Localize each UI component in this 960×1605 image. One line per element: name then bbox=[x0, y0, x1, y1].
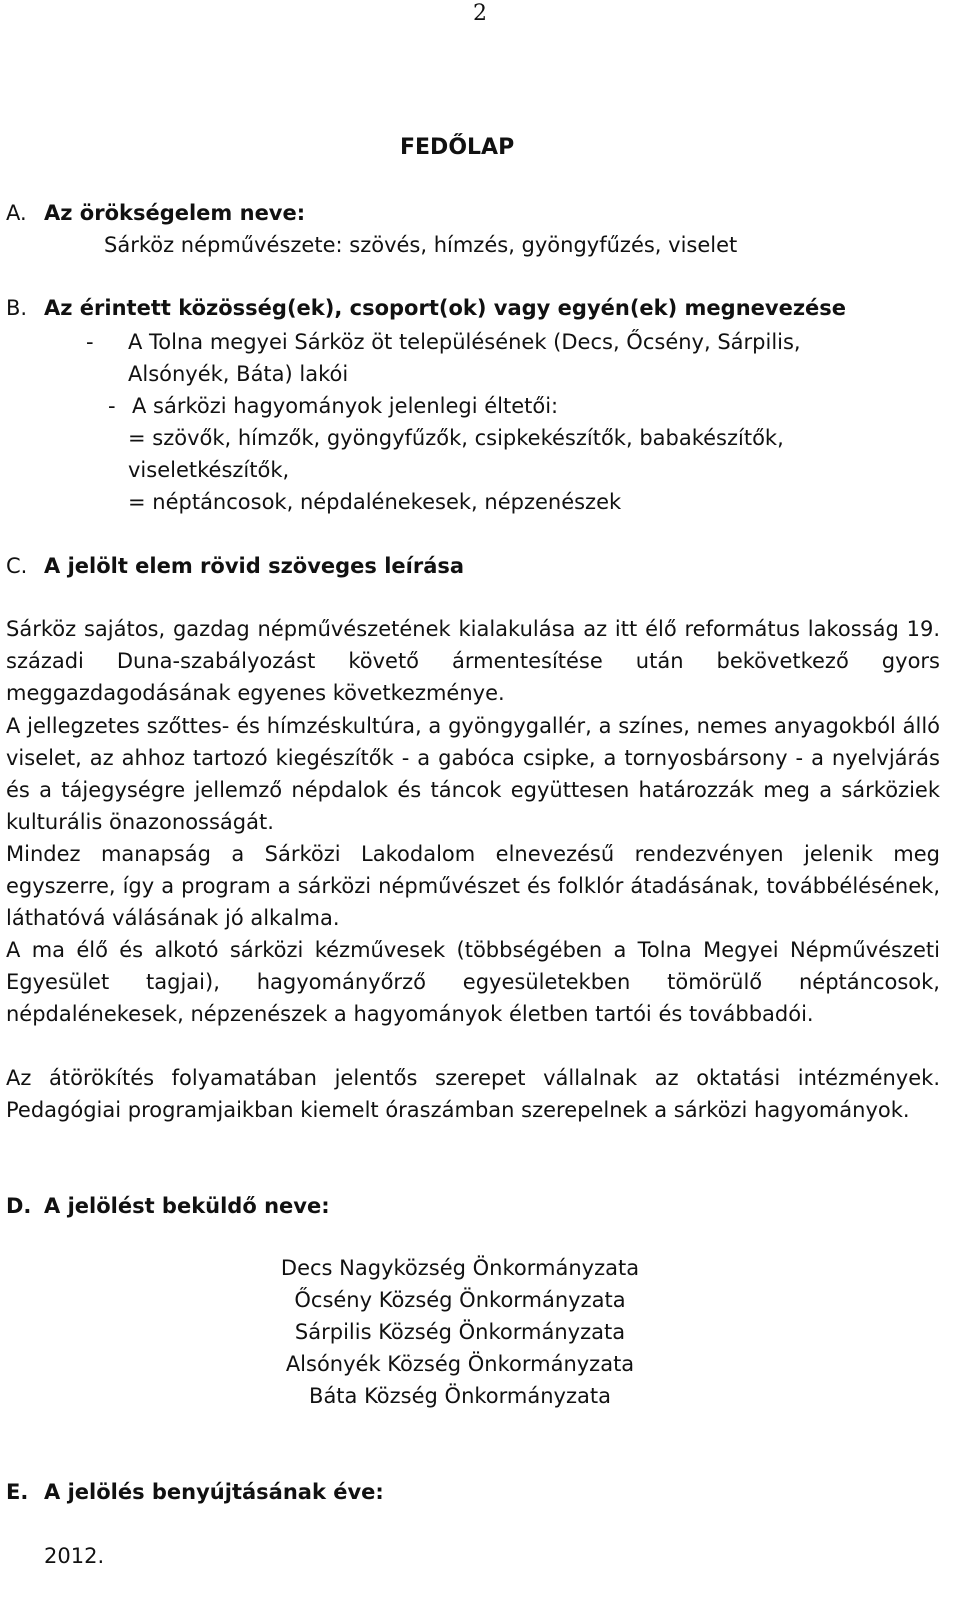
item2-dash: - bbox=[108, 394, 116, 418]
section-a-letter: A. bbox=[6, 201, 27, 225]
subitem2: = néptáncosok, népdalénekesek, népzenészek bbox=[128, 490, 622, 514]
section-a-heading: Az örökségelem neve: bbox=[44, 201, 306, 225]
sender-name: Őcsény Község Önkormányzata bbox=[294, 1288, 626, 1312]
sender-name: Sárpilis Község Önkormányzata bbox=[294, 1320, 626, 1344]
item2-text: A sárközi hagyományok jelenlegi éltetői: bbox=[132, 394, 559, 418]
section-a-value: Sárköz népművészete: szövés, hímzés, gyöngyfűzés, viselet bbox=[104, 233, 738, 257]
subitem1-line2: viseletkészítők, bbox=[128, 458, 290, 482]
section-c-letter: C. bbox=[6, 554, 28, 578]
section-d-heading: A jelölést beküldő neve: bbox=[44, 1194, 330, 1218]
submission-year: 2012. bbox=[44, 1544, 105, 1568]
section-e-heading: A jelölés benyújtásának éve: bbox=[44, 1480, 384, 1504]
description-paragraph: Sárköz sajátos, gazdag népművészetének kialakulása az itt élő református lakosság 19. századi Duna-szabályozást követő ármentesítése után bekövetkező gyors meggazdagodásának egyenes következménye. bbox=[6, 617, 940, 705]
sender-name: Báta Község Önkormányzata bbox=[309, 1384, 611, 1408]
description-paragraph: Mindez manapság a Sárközi Lakodalom elnevezésű rendezvényen jelenik meg egyszerre, így a program a sárközi népművészet és folklór átadásának, továbbélésének, láthatóvá válásának jó alkalma. bbox=[6, 842, 940, 930]
section-e-letter: E. bbox=[6, 1480, 29, 1504]
item1-dash: - bbox=[86, 330, 94, 354]
section-d-letter: D. bbox=[6, 1194, 32, 1218]
section-b-letter: B. bbox=[6, 296, 28, 320]
sender-name: Alsónyék Község Önkormányzata bbox=[285, 1352, 635, 1376]
item1-line2: Alsónyék, Báta) lakói bbox=[128, 362, 349, 386]
section-c-heading: A jelölt elem rövid szöveges leírása bbox=[44, 554, 465, 578]
page-number: 2 bbox=[473, 1, 487, 26]
page-title: FEDŐLAP bbox=[400, 135, 515, 160]
description-paragraph: A jellegzetes szőttes- és hímzéskultúra, a gyöngygallér, a színes, nemes anyagokból álló viselet, az ahhoz tartozó kiegészítők - a gabóca csipke, a tornyosbársony - a nyelvjárás és a tájegységre jellemző népdalok és táncok együttesen határozzák meg a sárköziek kulturális önazonosságát. bbox=[6, 714, 940, 834]
description-paragraph: Az átörökítés folyamatában jelentős szerepet vállalnak az oktatási intézmények. Pedagógiai programjaikban kiemelt óraszámban szerepelnek a sárközi hagyományok. bbox=[6, 1066, 940, 1122]
section-b-heading: Az érintett közösség(ek), csoport(ok) vagy egyén(ek) megnevezése bbox=[44, 296, 847, 320]
subitem1-line1: = szövők, hímzők, gyöngyfűzők, csipkekészítők, babakészítők, bbox=[128, 426, 784, 450]
description-paragraph: A ma élő és alkotó sárközi kézművesek (többségében a Tolna Megyei Népművészeti Egyesület tagjai), hagyományőrző egyesületekben tömörülő néptáncosok, népdalénekesek, népzenészek a hagyományok életben tartói és továbbadói. bbox=[6, 938, 940, 1026]
item1-line1: A Tolna megyei Sárköz öt településének (Decs, Őcsény, Sárpilis, bbox=[128, 330, 801, 354]
sender-name: Decs Nagyközség Önkormányzata bbox=[280, 1256, 640, 1280]
